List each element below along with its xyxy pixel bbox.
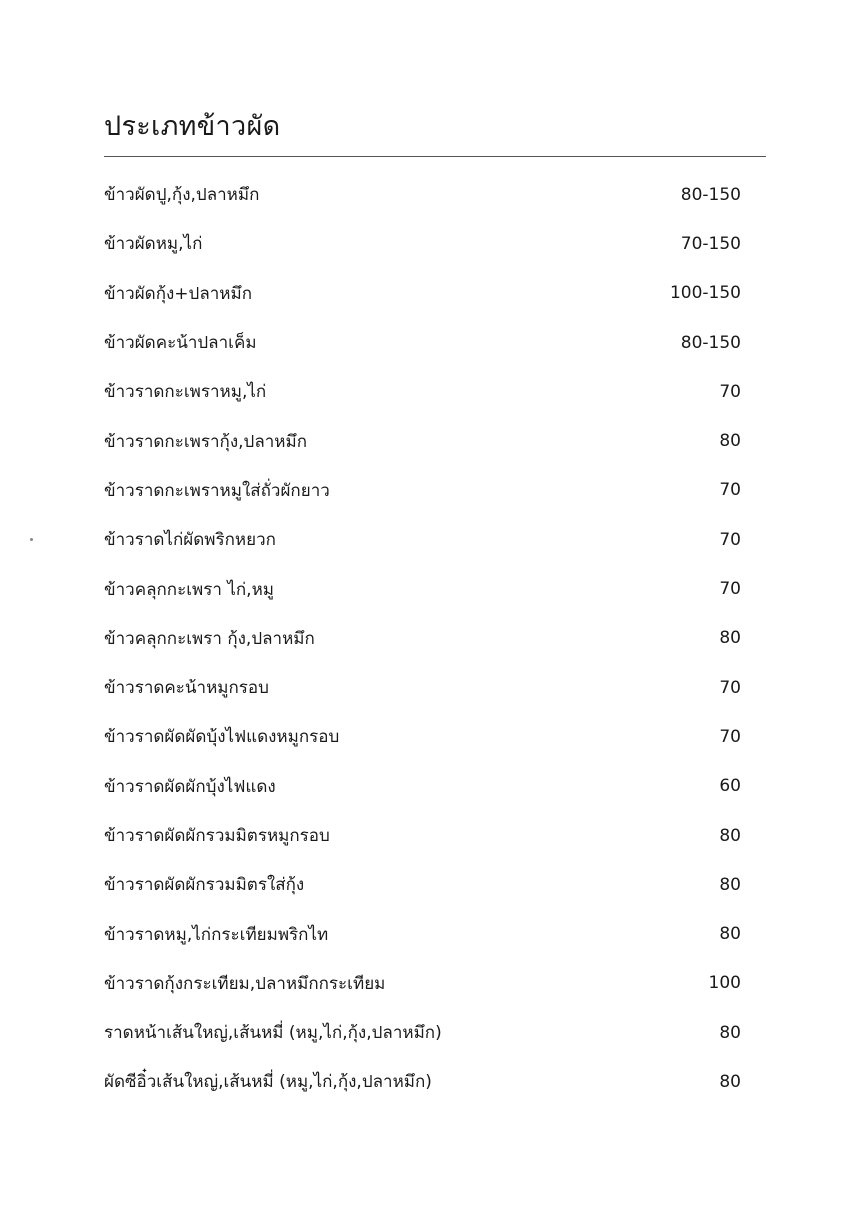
menu-item-price: 70 bbox=[719, 726, 741, 747]
menu-item-price: 70 bbox=[719, 529, 741, 550]
menu-item-name: ข้าวราดไก่ผัดพริกหยวก bbox=[104, 530, 276, 551]
menu-item-name: ข้าวราดหมู,ไก่กระเทียมพริกไท bbox=[104, 924, 329, 945]
menu-item-price: 100 bbox=[708, 973, 741, 994]
menu-item-name: ข้าวราดกะเพรากุ้ง,ปลาหมึก bbox=[104, 431, 308, 452]
menu-item bbox=[104, 762, 741, 811]
menu-item-price: 80 bbox=[719, 1022, 741, 1043]
menu-item-name: ข้าวราดกะเพราหมู,ไก่ bbox=[104, 382, 267, 403]
menu-item bbox=[104, 269, 741, 318]
menu-item-price: 80 bbox=[719, 1071, 741, 1092]
menu-item bbox=[104, 564, 741, 613]
menu-item-price: 80 bbox=[719, 924, 741, 945]
menu-item-name: ข้าวคลุกกะเพรา ไก่,หมู bbox=[104, 579, 274, 600]
menu-item-price: 70 bbox=[719, 480, 741, 501]
menu-item bbox=[104, 811, 741, 860]
menu-item-name: ข้าวราดผัดผักรวมมิตรหมูกรอบ bbox=[104, 826, 330, 846]
menu-item-name: ข้าวราดผัดผักรวมมิตรใส่กุ้ง bbox=[104, 875, 305, 896]
menu-item-price: 70 bbox=[719, 579, 741, 600]
menu-item bbox=[104, 515, 741, 564]
menu-item-price: 70 bbox=[719, 677, 741, 698]
menu-item bbox=[104, 367, 741, 416]
menu-item-name: ข้าวราดผัดผักบุ้งไฟแดง bbox=[104, 776, 276, 797]
menu-item bbox=[104, 219, 741, 268]
menu-item bbox=[104, 860, 741, 909]
menu-item-name: ข้าวคลุกกะเพรา กุ้ง,ปลาหมึก bbox=[104, 628, 315, 649]
menu-item-name: ข้าวราดกุ้งกระเทียม,ปลาหมึกกระเทียม bbox=[104, 973, 386, 994]
menu-item-name: ข้าวผัดหมู,ไก่ bbox=[104, 234, 203, 255]
menu-item bbox=[104, 1008, 741, 1057]
menu-item-name: ข้าวผัดกุ้ง+ปลาหมึก bbox=[104, 283, 253, 304]
menu-item-name: ข้าวผัดปู,กุ้ง,ปลาหมึก bbox=[104, 185, 260, 206]
menu-item-price: 80 bbox=[719, 874, 741, 895]
menu-item-price: 80 bbox=[719, 431, 741, 452]
menu-item-price: 100-150 bbox=[669, 283, 741, 304]
menu-item bbox=[104, 663, 741, 712]
menu-item-name: ผัดซีอิ๋วเส้นใหญ่,เส้นหมี่ (หมู,ไก่,กุ้ง,ปลาหมึก) bbox=[104, 1072, 432, 1093]
menu-item bbox=[104, 466, 741, 515]
menu-item-name: ข้าวราดผัดผัดบุ้งไฟแดงหมูกรอบ bbox=[104, 727, 340, 748]
title-divider bbox=[104, 156, 766, 157]
menu-item bbox=[104, 909, 741, 958]
menu-item-name: ข้าวราดคะน้าหมูกรอบ bbox=[104, 678, 269, 699]
menu-item-name: ข้าวราดกะเพราหมูใส่ถั่วผักยาว bbox=[104, 480, 330, 501]
section-title: ประเภทข้าวผัด bbox=[104, 111, 281, 142]
menu-item bbox=[104, 1057, 741, 1106]
menu-list bbox=[104, 170, 741, 1107]
menu-item bbox=[104, 416, 741, 465]
menu-item-price: 60 bbox=[719, 776, 741, 797]
scan-speck bbox=[30, 538, 33, 541]
menu-item-price: 80 bbox=[719, 628, 741, 649]
menu-item bbox=[104, 318, 741, 367]
menu-item-price: 70-150 bbox=[680, 233, 741, 254]
menu-item-price: 80-150 bbox=[680, 332, 741, 353]
menu-item bbox=[104, 614, 741, 663]
menu-item-price: 70 bbox=[719, 381, 741, 402]
menu-item-price: 80-150 bbox=[680, 184, 741, 205]
menu-item-name: ราดหน้าเส้นใหญ่,เส้นหมี่ (หมู,ไก่,กุ้ง,ปลาหมึก) bbox=[104, 1023, 442, 1044]
menu-item bbox=[104, 170, 741, 219]
menu-item-price: 80 bbox=[719, 825, 741, 846]
menu-item bbox=[104, 712, 741, 761]
menu-item bbox=[104, 959, 741, 1008]
menu-item-name: ข้าวผัดคะน้าปลาเค็ม bbox=[104, 333, 257, 354]
